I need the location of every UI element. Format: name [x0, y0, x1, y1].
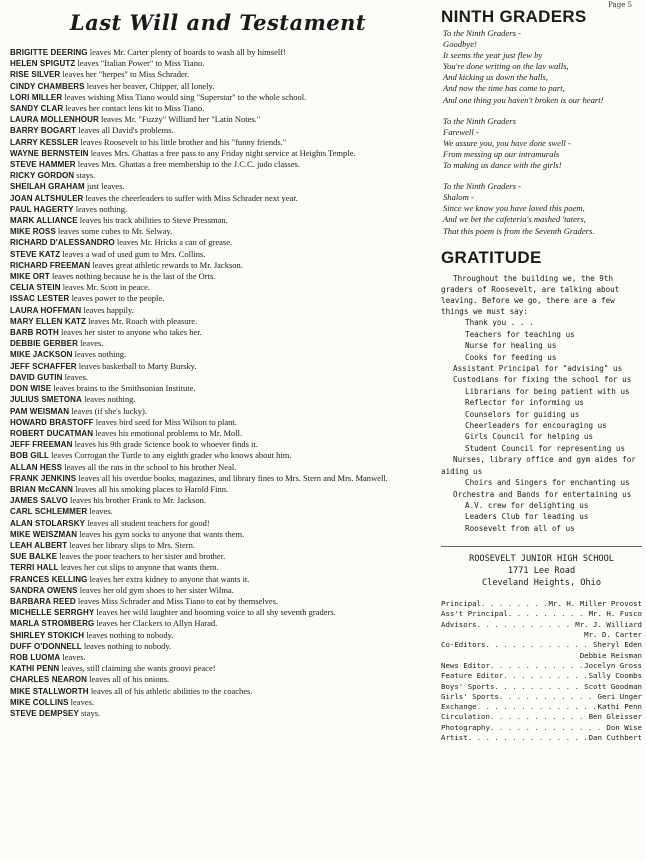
student-name: TERRI HALL: [10, 563, 59, 573]
will-entry: [10, 596, 426, 607]
staff-role: Boys' Sports: [441, 681, 495, 691]
bequest-text: leaves his brother Frank to Mr. Jackson.: [67, 495, 206, 506]
student-name: DEBBIE GERBER: [10, 339, 78, 349]
will-list: [10, 47, 426, 719]
bequest-text: leaves some cubes to Mr. Selway.: [55, 226, 173, 237]
will-entry: [10, 81, 426, 92]
staff-role: Exchange: [441, 702, 477, 712]
bequest-text: leaves all student teachers for good!: [85, 517, 210, 528]
will-entry: [10, 529, 426, 540]
student-name: RICKY GORDON: [10, 171, 75, 181]
bequest-text: leaves her beaver, Chipper, all lonely.: [84, 80, 215, 91]
will-entry: [10, 663, 426, 674]
student-name: SANDY CLAR: [10, 104, 64, 114]
will-entry: [10, 506, 426, 517]
staff-role: Ass't Principal: [441, 609, 508, 619]
bequest-text: leaves Corrogan the Turtle to any eighth grader who knows about him.: [49, 450, 292, 461]
bequest-text: leaves, still claiming she wants groovi peace!: [59, 663, 216, 674]
poem-stanza-1: [443, 28, 642, 106]
leader-dots: [486, 640, 594, 650]
bequest-text: leaves his 9th grade Science book to whoever finds it.: [72, 439, 258, 450]
will-entry: [10, 204, 426, 215]
bequest-text: leaves great athletic rewards to Mr. Jackson.: [90, 259, 243, 270]
school-street: 1771 Lee Road: [507, 566, 576, 577]
student-name: DAVID GUTIN: [10, 372, 63, 382]
gratitude-item: Choirs and Singers for enchanting us: [465, 478, 630, 488]
leader-dots: [468, 733, 589, 743]
leader-dots: [499, 692, 598, 702]
staff-role: Photography: [441, 722, 490, 732]
poem-line: Since we know you have loved this poem,: [443, 203, 585, 214]
will-column: [10, 8, 426, 719]
staff-role: Circulation: [441, 712, 490, 722]
poem-line: From messing up our intramurals: [443, 148, 560, 159]
poem-line: To the Ninth Graders: [443, 115, 516, 126]
leader-dots: [494, 682, 584, 692]
student-name: JULIUS SMETONA: [10, 395, 82, 405]
staff-role: News Editor: [441, 660, 490, 670]
student-name: LORI MILLER: [10, 92, 63, 102]
will-entry: [10, 271, 426, 282]
poem-line: To the Ninth Graders -: [443, 181, 521, 192]
poem-line: To making us dance with the girls!: [443, 160, 562, 171]
poem-stanza-2: [443, 116, 642, 171]
bequest-text: stays.: [78, 707, 101, 718]
bequest-text: leaves her contact lens kit to Miss Tiano.: [63, 103, 205, 114]
bequest-text: leaves all of his onions.: [86, 674, 170, 685]
student-name: RICHARD FREEMAN: [10, 260, 91, 270]
gratitude-item: Counselors for guiding us: [465, 409, 580, 419]
poem-line: And kicking us down the halls,: [443, 72, 549, 83]
will-entry: [10, 540, 426, 551]
will-entry: [10, 237, 426, 248]
staff-row: [441, 640, 642, 650]
student-name: MIKE ORT: [10, 272, 50, 282]
bequest-text: leaves.: [68, 696, 95, 707]
bequest-text: leaves.: [60, 651, 86, 662]
bequest-text: leaves all his overdue books, magazines, and library fines to Mrs. Stern and Mrs. Manwell.: [76, 472, 388, 483]
leader-dots: [503, 671, 588, 681]
staff-name: Kathi Penn: [597, 702, 642, 712]
gratitude-item: Roosevelt from all of us: [465, 523, 575, 533]
student-name: BARB ROTH: [10, 328, 59, 338]
staff-role: Feature Editor: [441, 671, 504, 681]
poem-line: And one thing you haven't broken is our heart!: [443, 94, 604, 105]
school-name: ROOSEVELT JUNIOR HIGH SCHOOL: [469, 554, 614, 565]
will-entry: [10, 327, 426, 338]
staff-name: Mr. H. Fusco: [588, 609, 642, 619]
will-entry: [10, 574, 426, 585]
poem-line: That this poem is from the Seventh Graders.: [443, 225, 595, 236]
leader-dots: [490, 661, 584, 671]
bequest-text: leaves her Clackers to Allyn Harad.: [94, 618, 218, 629]
staff-role: Principal: [441, 599, 482, 609]
student-name: MIKE ROSS: [10, 227, 56, 237]
staff-role: Co-Editors: [441, 640, 486, 650]
bequest-text: leaves her library slips to Mrs. Stern.: [67, 539, 195, 550]
will-entry: [10, 428, 426, 439]
bequest-text: leaves all the rats in the school to his brother Neal.: [62, 461, 237, 472]
staff-row: [441, 712, 642, 722]
staff-name: Don Wise: [606, 722, 642, 732]
will-entry: [10, 181, 426, 192]
bequest-text: leaves her extra kidney to anyone that wants it.: [87, 573, 250, 584]
bequest-text: leaves her wild laughter and booming voice to all shy seventh graders.: [94, 607, 336, 618]
staff-name: Sheryl Eden: [593, 640, 642, 650]
poem-line: Shalom -: [443, 192, 474, 203]
student-name: BARRY BOGART: [10, 126, 77, 136]
gratitude-heading: GRATITUDE: [441, 247, 542, 267]
will-entry: [10, 170, 426, 181]
staff-name-extra: Mr. D. Carter: [584, 630, 642, 640]
staff-row: [441, 723, 642, 733]
student-name: ISSAC LESTER: [10, 294, 70, 304]
staff-row: [441, 702, 642, 712]
student-name: ROB LUOMA: [10, 652, 61, 662]
student-name: FRANK JENKINS: [10, 473, 77, 483]
gratitude-item: Student Council for representing us: [465, 443, 626, 453]
bequest-text: leaves a wad of used gum to Mrs. Collins.: [60, 248, 206, 259]
will-entry: [10, 518, 426, 529]
student-name: ROBERT DUCATMAN: [10, 428, 94, 438]
staff-row: [441, 599, 642, 609]
student-name: WAYNE BERNSTEIN: [10, 148, 89, 158]
leader-dots: [508, 609, 589, 619]
bequest-text: leaves nothing.: [72, 349, 127, 360]
bequest-text: leaves the poor teachers to her sister and brother.: [57, 551, 226, 562]
staff-role: Girls' Sports: [441, 691, 499, 701]
student-name: CINDY CHAMBERS: [10, 81, 85, 91]
bequest-text: leaves his emotional problems to Mr. Moll.: [93, 427, 243, 438]
poem-line: Farewell -: [443, 126, 479, 137]
student-name: MIKE STALLWORTH: [10, 686, 89, 696]
student-name: BARBARA REED: [10, 596, 76, 606]
will-entry: [10, 450, 426, 461]
student-name: MARLA STROMBERG: [10, 619, 95, 629]
will-entry: [10, 159, 426, 170]
staff-name: Jocelyn Gross: [584, 660, 642, 670]
student-name: STEVE DEMPSEY: [10, 708, 79, 718]
will-entry: [10, 282, 426, 293]
student-name: SUE BALKE: [10, 552, 58, 562]
bequest-text: leaves Mr. Roach with pleasure.: [86, 315, 198, 326]
staff-name: Ben Gleisser: [588, 712, 642, 722]
staff-name: Sally Coombs: [588, 671, 642, 681]
will-entry: [10, 417, 426, 428]
will-entry: [10, 92, 426, 103]
gratitude-item: Orchestra and Bands for entertaining us: [453, 489, 632, 499]
student-name: RICHARD D'ALESSANDRO: [10, 238, 115, 248]
student-name: MICHELLE SERRGHY: [10, 608, 95, 618]
will-entry: [10, 125, 426, 136]
will-entry: [10, 372, 426, 383]
student-name: SHEILAH GRAHAM: [10, 182, 85, 192]
will-entry: [10, 305, 426, 316]
bequest-text: leaves happily.: [81, 304, 134, 315]
will-entry: [10, 484, 426, 495]
gratitude-item: Leaders Club for leading us: [465, 512, 589, 522]
poem-stanza-3: [443, 181, 642, 236]
staff-masthead: [441, 599, 642, 743]
bequest-text: leaves her old gym shoes to her sister Wilma.: [77, 584, 234, 595]
bequest-text: just leaves.: [84, 181, 125, 192]
student-name: SHIRLEY STOKICH: [10, 630, 85, 640]
student-name: MARY ELLEN KATZ: [10, 316, 87, 326]
bequest-text: leaves nothing.: [73, 203, 128, 214]
will-entry: [10, 249, 426, 260]
leader-dots: [481, 599, 549, 609]
poem-line: And now the time has come to part,: [443, 83, 565, 94]
gratitude-list: [441, 317, 642, 534]
bequest-text: leaves.: [87, 506, 113, 517]
poem-line: Goodbye!: [443, 39, 477, 50]
staff-row: [441, 692, 642, 702]
will-entry: [10, 562, 426, 573]
bequest-text: leaves Roosevelt to his little brother and his "funny friends.": [78, 136, 287, 147]
will-entry: [10, 47, 426, 58]
gratitude-item: Reflector for informing us: [465, 398, 584, 408]
bequest-text: leaves his track abilities to Steve Pressman.: [77, 215, 228, 226]
student-name: ALAN STOLARSKY: [10, 518, 86, 528]
will-entry: [10, 114, 426, 125]
will-entry: [10, 316, 426, 327]
gratitude-item: Assistant Principal for "advising" us: [453, 364, 623, 374]
staff-name: Dan Cuthbert: [588, 732, 642, 742]
staff-role: Advisors: [441, 619, 477, 629]
student-name: DON WISE: [10, 384, 52, 394]
will-entry: [10, 641, 426, 652]
gratitude-item: Librarians for being patient with us: [465, 386, 630, 396]
gratitude-item: A.V. crew for delighting us: [465, 500, 589, 510]
bequest-text: leaves Mrs. Ghattas a free membership to the J.C.C. judo classes.: [75, 159, 300, 170]
staff-row: [441, 661, 642, 671]
bequest-text: leaves "Italian Power" to Miss Tiano.: [75, 58, 205, 69]
student-name: LAURA MOLLENHOUR: [10, 115, 99, 125]
student-name: DUFF O'DONNELL: [10, 641, 82, 651]
will-entry: [10, 618, 426, 629]
gratitude-item: Teachers for teaching us: [465, 329, 575, 339]
staff-row: [441, 671, 642, 681]
student-name: RISE SILVER: [10, 70, 61, 80]
gratitude-item: Nurse for healing us: [465, 341, 557, 351]
bequest-text: leaves Mr. Hricks a can of grease.: [114, 237, 233, 248]
student-name: HOWARD BRASTOFF: [10, 417, 94, 427]
bequest-text: leaves all David's problems.: [76, 125, 174, 136]
will-entry: [10, 674, 426, 685]
will-entry: [10, 473, 426, 484]
will-entry: [10, 652, 426, 663]
staff-row: [441, 620, 642, 630]
bequest-text: leaves nothing.: [81, 394, 136, 405]
gratitude-item: Cheerleaders for encouraging us: [465, 421, 607, 431]
gratitude-item: Girls Council for helping us: [465, 432, 594, 442]
student-name: MIKE JACKSON: [10, 350, 73, 360]
staff-row: [441, 682, 642, 692]
will-entry: [10, 293, 426, 304]
bequest-text: leaves nothing to nobody.: [84, 629, 174, 640]
staff-role: Artist: [441, 732, 468, 742]
staff-name: Mr. J. Williard: [575, 619, 642, 629]
will-entry: [10, 260, 426, 271]
student-name: KATHI PENN: [10, 664, 60, 674]
bequest-text: leaves her sister to anyone who takes her.: [58, 327, 202, 338]
bequest-text: leaves all of his athletic abilities to the coaches.: [88, 685, 253, 696]
will-entry: [10, 361, 426, 372]
bequest-text: leaves power to the people.: [69, 293, 165, 304]
bequest-text: leaves Mr. Scott in peace.: [60, 282, 151, 293]
poem-line: To the Ninth Graders -: [443, 28, 521, 38]
will-entry: [10, 338, 426, 349]
gratitude-item: Custodians for fixing the school for us: [453, 375, 632, 385]
staff-name: Scott Goodman: [584, 681, 642, 691]
will-entry: [10, 708, 426, 719]
bequest-text: leaves Mr. Carter plenty of boards to wash all by himself!: [87, 47, 286, 57]
will-entry: [10, 193, 426, 204]
will-entry: [10, 551, 426, 562]
student-name: LEAH ALBERT: [10, 540, 68, 550]
will-entry: [10, 585, 426, 596]
bequest-text: leaves her "herpes" to Miss Schrader.: [60, 69, 190, 80]
student-name: BOB GILL: [10, 451, 50, 461]
bequest-text: leaves wishing Miss Tiano would sing "Superstar" to the whole school.: [62, 91, 307, 102]
will-entry: [10, 495, 426, 506]
bequest-text: leaves his gym socks to anyone that wants them.: [77, 528, 245, 539]
student-name: HELEN SPIGUTZ: [10, 59, 76, 69]
gratitude-intro: Throughout the building we, the 9th graders of Roosevelt, are talking about leaving. Before we go, there are a few things we must say:: [441, 273, 620, 317]
will-entry: [10, 607, 426, 618]
student-name: STEVE HAMMER: [10, 160, 76, 170]
leader-dots: [477, 702, 598, 712]
bequest-text: leaves basketball to Marty Bursky.: [76, 360, 197, 371]
will-entry: [10, 439, 426, 450]
bequest-text: leaves (if she's lucky).: [69, 405, 147, 416]
poem-line: You're done writing on the lav walls,: [443, 61, 569, 72]
student-name: LAURA HOFFMAN: [10, 305, 82, 315]
student-name: STEVE KATZ: [10, 249, 61, 259]
bequest-text: leaves all his smoking places to Harold Finn.: [72, 483, 229, 494]
student-name: PAM WEISMAN: [10, 406, 70, 416]
student-name: ALLAN HESS: [10, 462, 63, 472]
poem-line: We assure you, you have done swell -: [443, 137, 571, 148]
gratitude-item: Thank you . . .: [465, 318, 534, 328]
student-name: MIKE COLLINS: [10, 697, 69, 707]
student-name: JEFF FREEMAN: [10, 440, 73, 450]
will-entry: [10, 406, 426, 417]
sidebar-column: [441, 6, 642, 743]
will-entry: [10, 630, 426, 641]
student-name: SANDRA OWENS: [10, 585, 78, 595]
student-name: FRANCES KELLING: [10, 574, 88, 584]
student-name: JEFF SCHAFFER: [10, 361, 77, 371]
bequest-text: leaves the cheerleaders to suffer with Miss Schrader next year.: [83, 192, 298, 203]
ninth-graders-heading: NINTH GRADERS: [441, 7, 587, 26]
will-entry: [10, 383, 426, 394]
student-name: JOAN ALTSHULER: [10, 193, 84, 203]
will-entry: [10, 69, 426, 80]
poem-line: And we bet the cafeteria's mashed 'taters,: [443, 214, 586, 225]
will-entry: [10, 697, 426, 708]
will-entry: [10, 349, 426, 360]
student-name: MIKE WEISZMAN: [10, 529, 78, 539]
bequest-text: leaves Mrs. Ghattas a free pass to any Friday night service at Heights Temple.: [88, 147, 356, 158]
student-name: JAMES SALVO: [10, 496, 68, 506]
staff-row: [441, 609, 642, 619]
divider: [441, 546, 642, 547]
staff-name: Geri Unger: [597, 691, 642, 701]
student-name: PAUL HAGERTY: [10, 204, 74, 214]
will-entry: [10, 103, 426, 114]
bequest-text: leaves bird seed for Miss Wilson to plant.: [93, 416, 237, 427]
student-name: MARK ALLIANCE: [10, 216, 78, 226]
will-entry: [10, 686, 426, 697]
bequest-text: leaves Miss Schrader and Miss Tiano to eat by themselves.: [75, 595, 279, 606]
will-entry: [10, 215, 426, 226]
gratitude-item: Nurses, library office and gym aides for aiding us: [441, 455, 636, 476]
will-entry: [10, 58, 426, 69]
bequest-text: stays.: [74, 170, 96, 181]
student-name: CHARLES NEARON: [10, 675, 87, 685]
student-name: LARRY KESSLER: [10, 137, 79, 147]
staff-name-extra: Debbie Reisman: [579, 650, 642, 660]
student-name: BRIGITTE DEERING: [10, 48, 88, 57]
will-entry: [10, 394, 426, 405]
will-entry: [10, 226, 426, 237]
will-entry: [10, 137, 426, 148]
staff-row: [441, 733, 642, 743]
page-title: Last Will and Testament: [69, 10, 367, 35]
bequest-text: leaves.: [62, 371, 89, 382]
leader-dots: [490, 723, 606, 733]
will-entry: [10, 462, 426, 473]
poem-line: It seems the year just flew by: [443, 50, 543, 61]
student-name: CELIA STEIN: [10, 283, 61, 293]
staff-name: Mr. H. Miller Provost: [548, 599, 642, 609]
bequest-text: leaves.: [77, 338, 104, 349]
school-city: Cleveland Heights, Ohio: [482, 578, 601, 589]
bequest-text: leaves her cut slips to anyone that wants them.: [58, 562, 219, 573]
bequest-text: leaves brains to the Smithsonian Institute.: [51, 383, 196, 394]
leader-dots: [490, 712, 589, 722]
bequest-text: leaves nothing to nobody.: [81, 640, 172, 651]
student-name: CARL SCHLEMMER: [10, 507, 88, 517]
page-number: Page 5: [608, 1, 632, 9]
gratitude-item: Cooks for feeding us: [465, 352, 557, 362]
bequest-text: leaves Mr. "Fuzzy" Williard her "Latin Notes.": [98, 114, 261, 125]
bequest-text: leaves nothing because he is the last of the Orts.: [49, 271, 216, 282]
leader-dots: [477, 620, 576, 630]
will-entry: [10, 148, 426, 159]
student-name: BRIAN McCANN: [10, 484, 73, 494]
